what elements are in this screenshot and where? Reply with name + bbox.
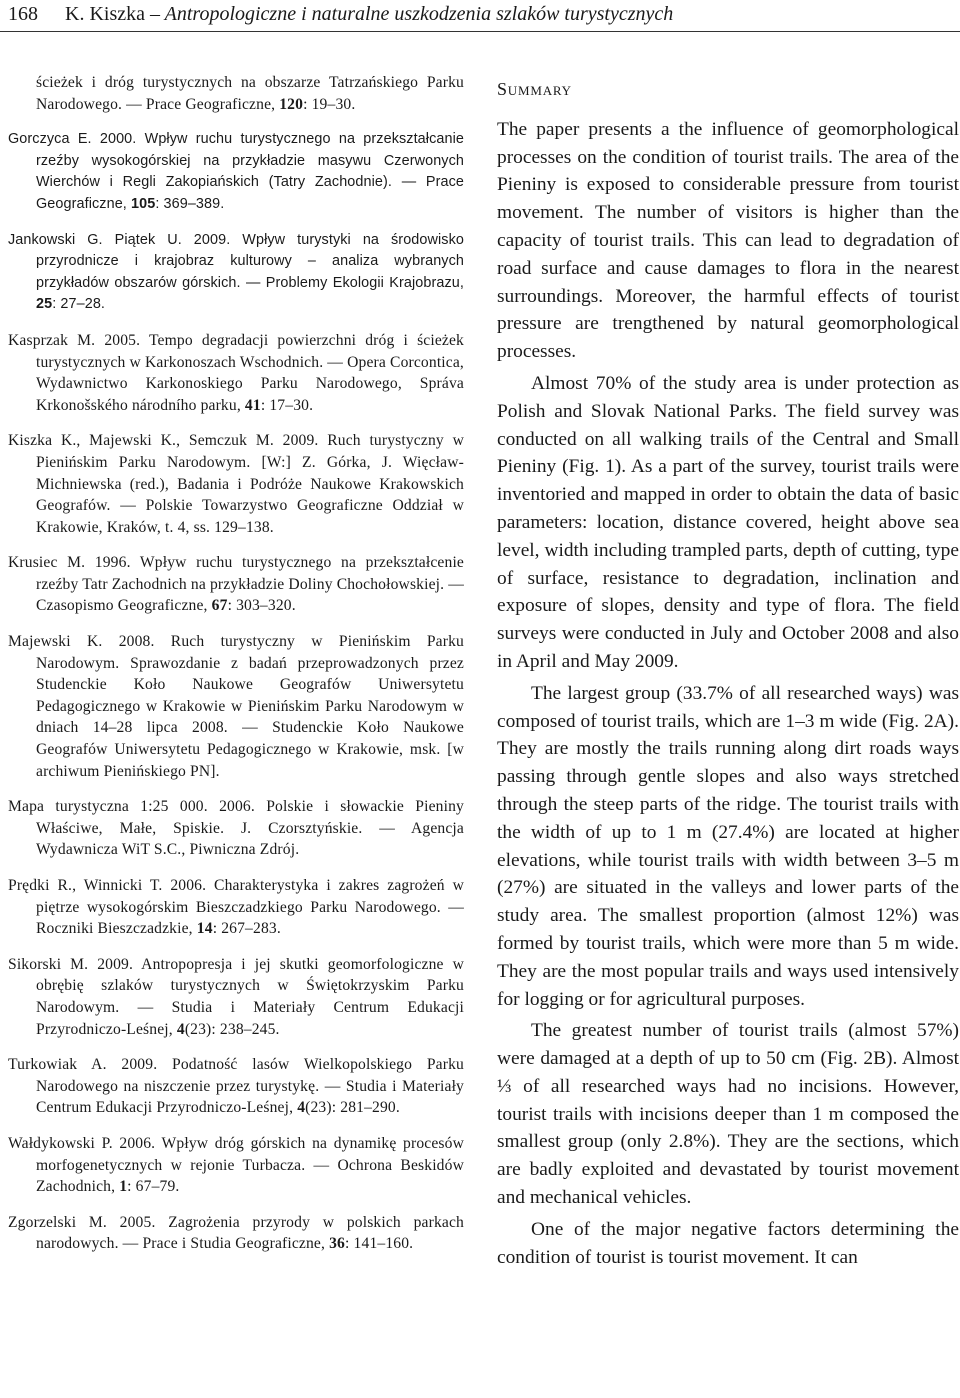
reference-entry: Sikorski M. 2009. Antropopresja i jej skutki geomorfologiczne w obrębię szlaków turystycznych w Świętokrzyskim Parku Narodowym. — Studia i Materiały Centrum Edukacji Przyrodniczo-Leśnej, 4(23): 238–245.: [8, 955, 464, 1038]
reference-entry: Zgorzelski M. 2005. Zagrożenia przyrody w polskich parkach narodowych. — Prace i Studia Geograficzne, 36: 141–160.: [8, 1213, 464, 1253]
reference-entry: Jankowski G. Piątek U. 2009. Wpływ turystyki na środowisko przyrodnicze i krajobraz kulturowy – analiza wybranych przykładów obszarów górskich. — Problemy Ekologii Krajobrazu, 25: 27–28.: [8, 231, 464, 313]
header-rule: [0, 31, 960, 32]
running-header: [8, 2, 948, 26]
summary-paragraph: Almost 70% of the study area is under protection as Polish and Slovak National Parks. The field survey was conducted on all walking trails of the Central and Small Pieniny (Fig. 1). As a part of the survey, tourist trails were inventoried and mapped in order to obtain the data of basic parameters: location, distance covered, height above sea level, width including trampled parts, depth of cutting, type of surface, resistance to degradation, inclination and exposure of slopes, density and type of flora. The field surveys were conducted in July and October 2008 and also in April and May 2009.: [497, 372, 959, 672]
references-column: [8, 72, 464, 1269]
running-title-separator: –: [144, 3, 165, 25]
reference-entry: Kiszka K., Majewski K., Semczuk M. 2009. Ruch turystyczny w Pienińskim Parku Narodowym. [W:] Z. Górka, J. Więcław-Michniewska (red.), Badania i Podróże Naukowe Krakowskich Geografów. — Polskie Towarzystwo Geograficzne Oddział w Krakowie, Kraków, t. 4, ss. 129–138.: [8, 432, 464, 536]
summary-heading: Summary: [497, 79, 572, 99]
reference-entry: Gorczyca E. 2000. Wpływ ruchu turystycznego na przekształcanie rzeźby wysokogórskiej na przykładzie masywu Czerwonych Wierchów i Regli Zakopiańskich (Tatry Zachodnie). — Prace Geograficzne, 105: 369–389.: [8, 131, 464, 212]
summary-paragraph: One of the major negative factors determining the condition of tourist is tourist movement. It can: [497, 1218, 959, 1268]
reference-entry: Krusiec M. 1996. Wpływ ruchu turystycznego na przekształcenie rzeźby Tatr Zachodnich na przykładzie Doliny Chochołowskiej. — Czasopismo Geograficzne, 67: 303–320.: [8, 554, 464, 615]
running-title-author: K. Kiszka: [65, 3, 145, 25]
summary-paragraph: The paper presents a the influence of geomorphological processes on the condition of tourist trails. The area of the Pieniny is exposed to considerable pressure from tourist movement. The number of visitors is higher than the capacity of tourist trails. This can lead to degradation of road surface and cause damages to flora in the nearest surroundings. Moreover, the harmful effects of tourist pressure are trengthened by natural geomorphological processes.: [497, 118, 959, 363]
summary-paragraph: The largest group (33.7% of all researched ways) was composed of tourist trails, which are 1–3 m wide (Fig. 2A). They are mostly the trails running along dirt roads ways passing through gentle slopes and also ways stretched through the steep parts of the ridge. The tourist trails with the width of up to 1 m (27.4%) are located at higher elevations, while tourist trails with width between 3–5 m (27%) are situated in the valleys and lower parts of the study area. The smallest proportion (almost 12%) was formed by tourist trails, which were more than 5 m wide. They are the most popular trails and ways used intensively for logging or for agricultural purposes.: [497, 682, 959, 1010]
reference-entry: Wałdykowski P. 2006. Wpływ dróg górskich na dynamikę procesów morfogenetycznych w rejonie Turbacza. — Ochrona Beskidów Zachodnich, 1: 67–79.: [8, 1134, 464, 1196]
reference-entry: ścieżek i dróg turystycznych na obszarze Tatrzańskiego Parku Narodowego. — Prace Geograficzne, 120: 19–30.: [36, 74, 464, 113]
page-number: 168: [8, 3, 38, 25]
running-title: [65, 2, 673, 26]
running-title-text: Antropologiczne i naturalne uszkodzenia szlaków turystycznych: [164, 3, 674, 25]
summary-paragraph: The greatest number of tourist trails (almost 57%) were damaged at a depth of up to 50 cm (Fig. 2B). Almost ⅓ of all researched ways had no incisions. However, tourist trails with incisions deeper than 1 m composed the smallest group (only 2.8%). They are the sections, which are badly exploited and devastated by tourist movement and mechanical vehicles.: [497, 1020, 959, 1209]
summary-column: [497, 76, 959, 1271]
reference-entry: Turkowiak A. 2009. Podatność lasów Wielkopolskiego Parku Narodowego na niszczenie przez turystykę. — Studia i Materiały Centrum Edukacji Przyrodniczo-Leśnej, 4(23): 281–290.: [8, 1056, 464, 1117]
reference-entry: Kasprzak M. 2005. Tempo degradacji powierzchni dróg i ścieżek turystycznych w Karkonoszach Wschodnich. — Opera Corcontica, Wydawnictwo Karkonoskiego Parku Narodowego, Správa Krkonošského národního parku, 41: 17–30.: [8, 331, 464, 414]
reference-entry: Prędki R., Winnicki T. 2006. Charakterystyka i zakres zagrożeń w piętrze wysokogórskim Bieszczadzkiego Parku Narodowego. — Roczniki Bieszczadzkie, 14: 267–283.: [8, 877, 464, 938]
reference-entry: Majewski K. 2008. Ruch turystyczny w Pienińskim Parku Narodowym. Sprawozdanie z badań przeprowadzonych przez Studenckie Koło Naukowe Geografów Uniwersytetu Pedagogicznego w Krakowie w Pienińskim Parku Narodowym w dniach 14–28 lipca 2008. — Studenckie Koło Naukowe Geografów Uniwersytetu Pedagogicznego w Krakowie, msk. [w archiwum Pienińskiego PN].: [8, 633, 464, 780]
reference-entry: Mapa turystyczna 1:25 000. 2006. Polskie i słowackie Pieniny Właściwe, Małe, Spiskie. J. Czorsztyńskie. — Agencja Wydawnicza WiT S.C., Piwniczna Zdrój.: [8, 798, 464, 859]
